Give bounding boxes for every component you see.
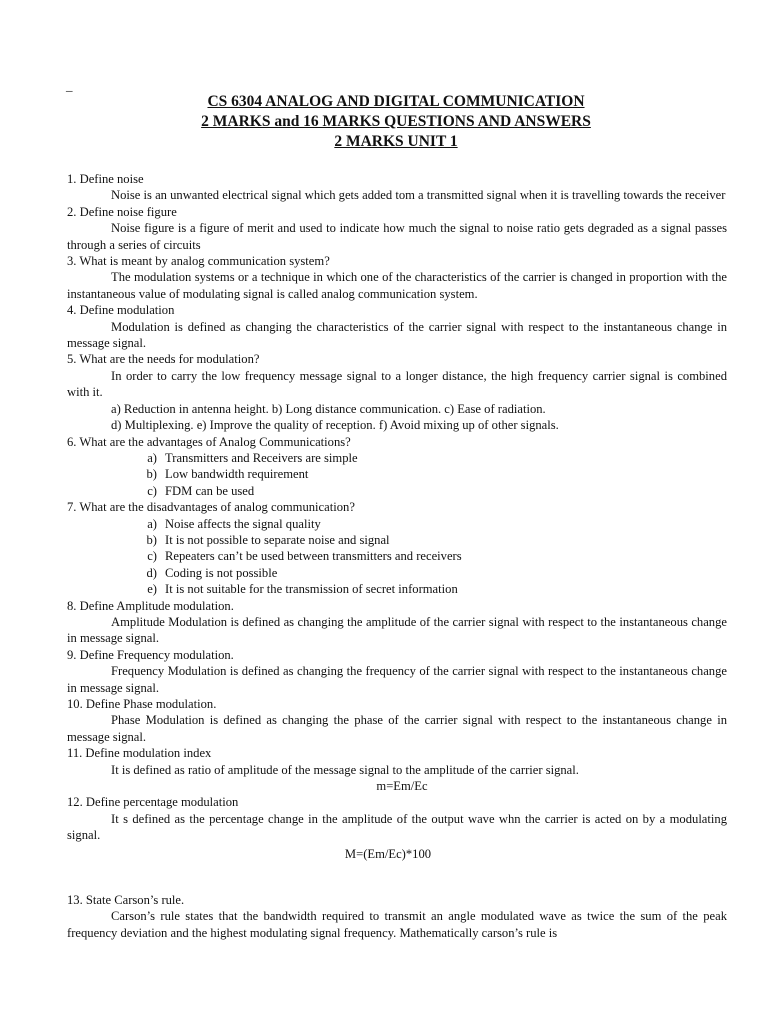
question-3: 3. What is meant by analog communication system? [67, 254, 330, 269]
modulation-index-formula: m=Em/Ec [376, 779, 428, 794]
qa-content [67, 171, 727, 941]
disadvantages-list [67, 516, 727, 598]
answer-5: In order to carry the low frequency message signal to a longer distance, the high frequency carrier signal is combined with it. [67, 368, 727, 400]
percentage-modulation-formula: M=(Em/Ec)*100 [344, 846, 432, 861]
answer-5-needs-line-1: a) Reduction in antenna height. b) Long distance communication. c) Ease of radiation. [111, 401, 546, 416]
question-10: 10. Define Phase modulation. [67, 697, 217, 711]
list-item: d. Coding is not possible [157, 565, 727, 581]
document-header [0, 92, 768, 152]
answer-3: The modulation systems or a technique in which one of the characteristics of the carrier is changed in proportion with the instantaneous value of modulating signal is called analog communication system. [67, 270, 727, 301]
question-2: 2. Define noise figure [67, 204, 177, 219]
answer-5-needs-line-2: d) Multiplexing. e) Improve the quality of reception. f) Avoid mixing up of other signals. [111, 418, 559, 433]
question-5: 5. What are the needs for modulation? [67, 352, 260, 367]
answer-8: Amplitude Modulation is defined as changing the amplitude of the carrier signal with respect to the instantaneous change in message signal. [67, 614, 727, 646]
course-title: CS 6304 ANALOG AND DIGITAL COMMUNICATION [207, 93, 585, 110]
answer-12: It s defined as the percentage change in the amplitude of the output wave whn the carrier is acted on by a modulating signal. [67, 811, 727, 843]
question-11: 11. Define modulation index [67, 746, 212, 761]
question-6: 6. What are the advantages of Analog Communications? [67, 434, 351, 449]
questions-subtitle: 2 MARKS and 16 MARKS QUESTIONS AND ANSWERS [201, 113, 591, 130]
question-13: 13. State Carson’s rule. [67, 893, 185, 908]
list-item: c. FDM can be used [157, 483, 727, 499]
question-7: 7. What are the disadvantages of analog communication? [67, 500, 355, 515]
answer-1: Noise is an unwanted electrical signal which gets added tom a transmitted signal when it is travelling towards the receiver [111, 188, 726, 203]
answer-10: Phase Modulation is defined as changing the phase of the carrier signal with respect to the instantaneous change in message signal. [67, 713, 727, 744]
question-8: 8. Define Amplitude modulation. [67, 598, 234, 613]
list-item: b. It is not possible to separate noise and signal [157, 532, 727, 548]
answer-2: Noise figure is a figure of merit and used to indicate how much the signal to noise ratio gets degraded as a signal passes through a series of circuits [67, 221, 727, 252]
answer-4: Modulation is defined as changing the characteristics of the carrier signal with respect to the instantaneous change in message signal. [67, 319, 727, 351]
answer-9: Frequency Modulation is defined as changing the frequency of the carrier signal with respect to the instantaneous change in message signal. [67, 664, 727, 695]
list-item: c. Repeaters can’t be used between transmitters and receivers [157, 548, 727, 564]
list-item: e. It is not suitable for the transmission of secret information [157, 581, 727, 597]
answer-11: It is defined as ratio of amplitude of the message signal to the amplitude of the carrier signal. [111, 762, 579, 777]
question-1: 1. Define noise [67, 172, 144, 186]
answer-13: Carson’s rule states that the bandwidth required to transmit an angle modulated wave as twice the sum of the peak frequency deviation and the highest modulating signal frequency. Mathematically carson’s rule is [67, 909, 727, 940]
page-marker: _ [66, 78, 73, 93]
unit-title: 2 MARKS UNIT 1 [334, 133, 458, 150]
list-item: a. Transmitters and Receivers are simple [157, 450, 727, 466]
advantages-list [67, 450, 727, 499]
list-item: a. Noise affects the signal quality [157, 516, 727, 532]
list-item: b. Low bandwidth requirement [157, 466, 727, 482]
question-4: 4. Define modulation [67, 303, 175, 318]
question-9: 9. Define Frequency modulation. [67, 647, 234, 662]
question-12: 12. Define percentage modulation [67, 795, 239, 810]
